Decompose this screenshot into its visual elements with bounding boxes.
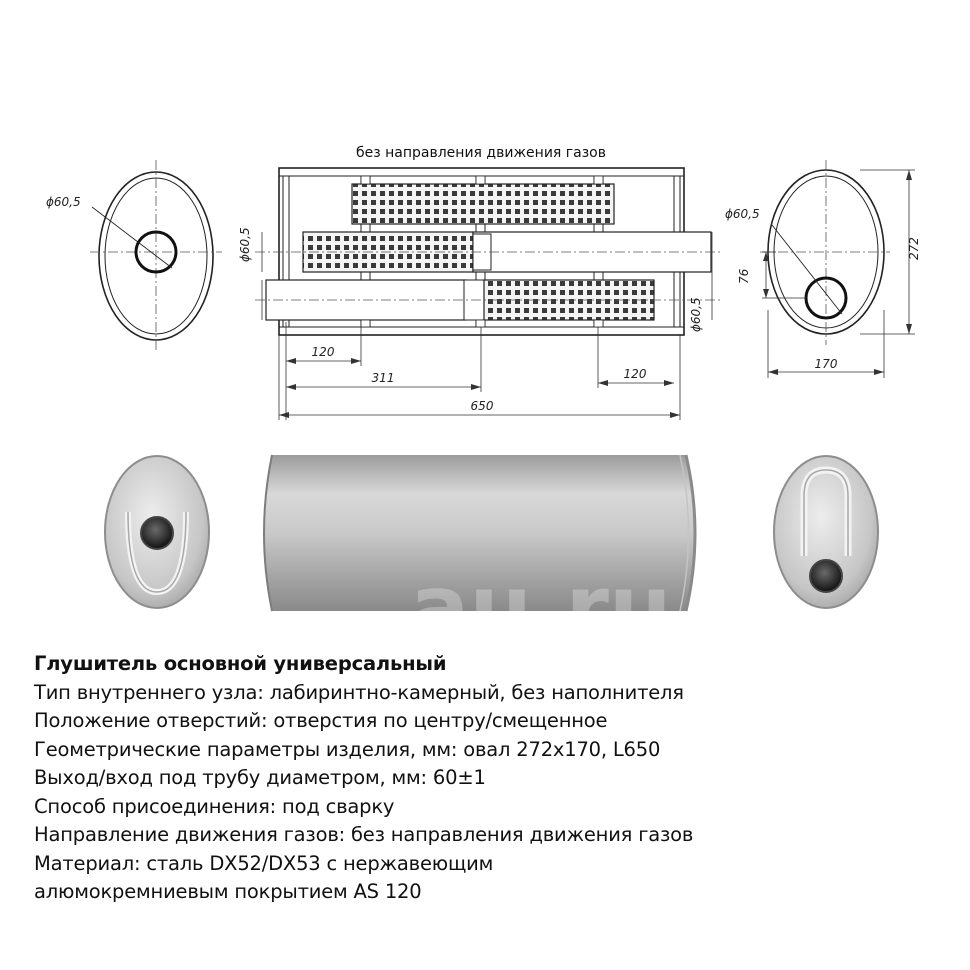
height-272-label: 272 [907,237,921,260]
left-endcap-photo [105,456,209,608]
right-diameter-label: ϕ60,5 [725,207,760,221]
product-title: Глушитель основной универсальный [34,652,447,675]
spec-line: Способ присоединения: под сварку [34,794,395,818]
flow-caption: без направления движения газов [355,145,607,161]
dim-120-left-label: 120 [311,345,335,359]
spec-line: Направление движения газов: без направления движения газов [34,823,694,846]
spec-line: Материал: сталь DX52/DX53 с нержавеющим [34,851,494,875]
watermark: au.ru [410,556,672,650]
spec-line: Геометрические параметры изделия, мм: овал 272x170, L650 [34,737,661,761]
dim-650-label: 650 [470,399,494,413]
spec-line: Тип внутреннего узла: лабиринтно-камерный, без наполнителя [34,680,684,704]
spec-line: Положение отверстий: отверстия по центру/смещенное [34,709,608,732]
section-view [238,168,720,420]
right-end-view [725,160,921,378]
pipe-diameter-label-left: ϕ60,5 [238,227,252,262]
left-diameter-label: ϕ60,5 [46,195,81,209]
pipe-diameter-label-right: ϕ60,5 [689,297,703,332]
width-170-label: 170 [814,357,838,371]
spec-line: алюмокремниевым покрытием AS 120 [34,880,422,903]
left-end-view [46,160,222,352]
spec-line: Выход/вход под трубу диаметром, мм: 60±1 [34,766,486,789]
dim-120-right-label: 120 [623,367,647,381]
dim-311-label: 311 [371,371,395,385]
offset-76-label: 76 [737,268,751,284]
product-description [34,650,934,907]
right-endcap-photo [774,456,878,608]
